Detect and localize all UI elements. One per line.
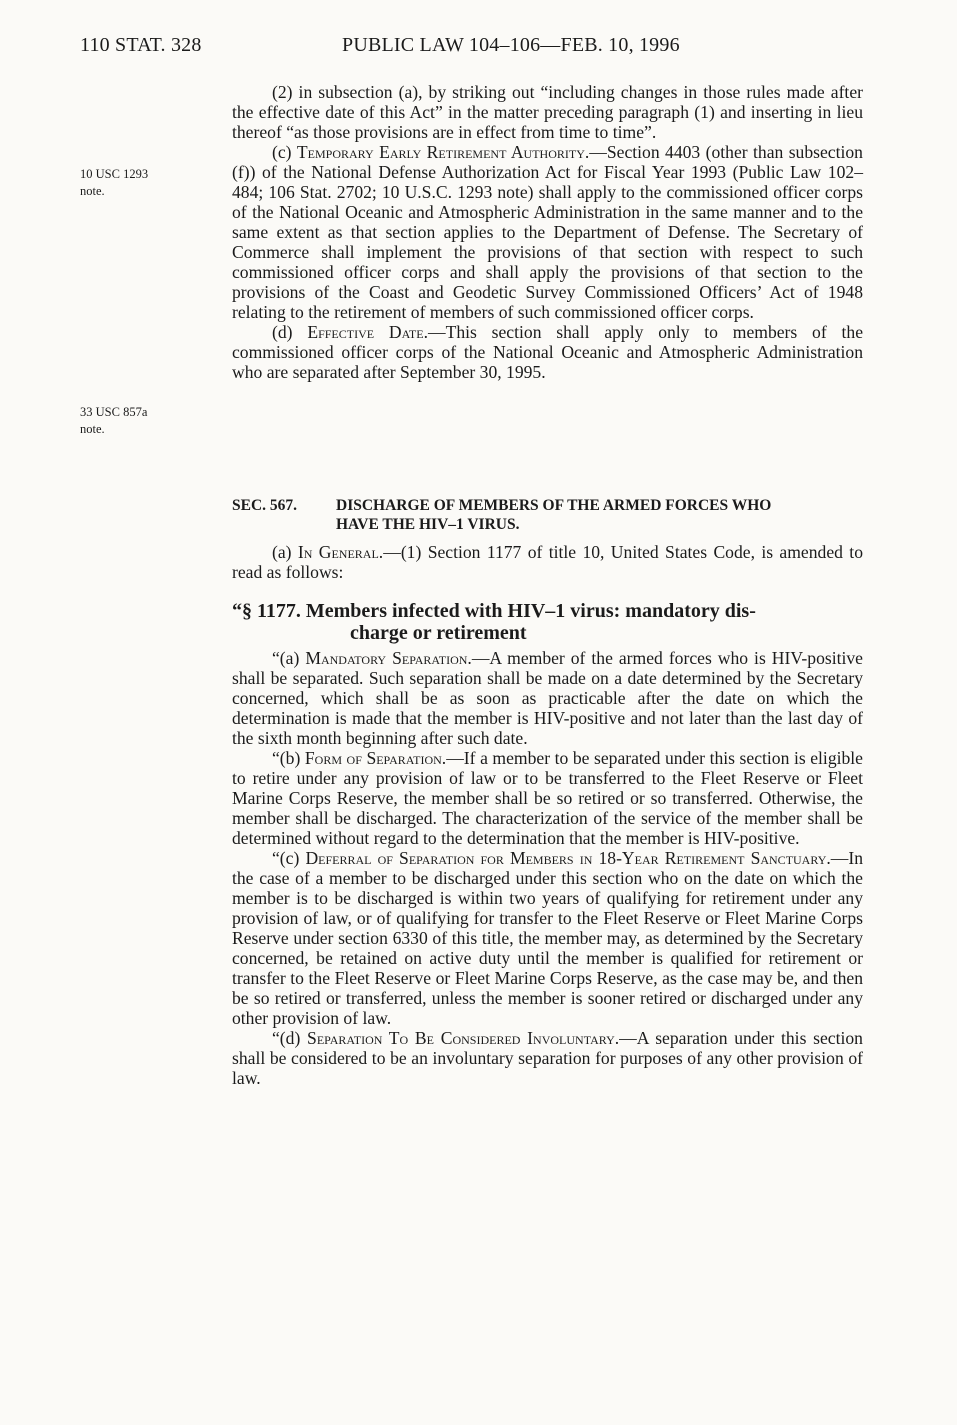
paragraph-567a: (a) In General.—(1) Section 1177 of title 10, United States Code, is amended to read as follows: [232,542,863,582]
paragraph-b2: (2) in subsection (a), by striking out “including changes in those rules made after the effective date of this Act” in the matter preceding paragraph (1) and inserting in lieu thereof “as those provisions are in effect from time to time”. [232,82,863,142]
subsection-d-heading: Separation To Be Considered Involuntary. [307,1028,620,1048]
paragraph-c: (c) Temporary Early Retirement Authority.—Section 4403 (other than subsection (f)) of the National Defense Authorization Act for Fiscal Year 1993 (Public Law 102–484; 106 Stat. 2702; 10 U.S.C. 1293 note) shall apply to the commissioned officer corps of the National Oceanic and Atmospheric Administration in the same manner and to the same extent as that section applies to the Department of Defense. The Secretary of Commerce shall implement the provisions of that section with respect to such commissioned officer corps and shall apply the provisions of that section to the provisions of the Coast and Geodetic Survey Commissioned Officers’ Act of 1948 relating to the retirement of members of such commissioned officer corps. [232,142,863,322]
section-title-line2: HAVE THE HIV–1 VIRUS. [336,516,520,533]
paragraph-d: (d) Effective Date.—This section shall apply only to members of the commissioned officer corps of the National Oceanic and Atmospheric Administration who are separated after September 30, 1995. [232,322,863,382]
body-567a [232,542,863,582]
running-title: PUBLIC LAW 104–106—FEB. 10, 1996 [342,34,680,56]
page-header [80,34,680,57]
subsection-c: “(c) Deferral of Separation for Members in 18-Year Retirement Sanctuary.—In the case of a member to be discharged under this section who on the date on which the member is to be discharged is within two years of qualifying for retirement under any provision of law, or of qualifying for transfer to the Fleet Reserve or Fleet Marine Corps Reserve under section 6330 of this title, the member may, as determined by the Secretary concerned, be retained on active duty until the member is qualified for retirement or transfer to the Fleet Reserve or Fleet Marine Corps Reserve, as the case may be, and then be so retired or transferred, unless the member is sooner retired or discharged under any other provision of law. [232,848,864,1028]
section-567-heading [232,496,863,534]
margin-note-33-usc-857a: 33 USC 857a note. [80,405,148,436]
body-top [232,82,863,382]
subsection-d: “(d) Separation To Be Considered Involuntary.—A separation under this section shall be considered to be an involuntary separation for purposes of any other provision of law. [232,1028,863,1088]
subsection-a-heading: Mandatory Separation. [305,648,472,668]
paragraph-d-heading: Effective Date. [307,322,428,342]
paragraph-567a-heading: In General. [297,542,384,562]
section-1177-line2: charge or retirement [350,622,527,644]
subsection-b: “(b) Form of Separation.—If a member to be separated under this section is eligible to retire under any provision of law or to be transferred to the Fleet Reserve or Fleet Marine Corps Reserve, the member shall be so retired or so transferred. Otherwise, the member shall be discharged. The characterization of the service of the member shall be determined without regard to the determination that the member is HIV-positive. [232,748,863,848]
section-number: SEC. 567. [232,497,298,514]
section-1177-line1: “§ 1177. Members infected with HIV–1 virus: mandatory dis- [232,600,756,622]
subsection-a: “(a) Mandatory Separation.—A member of the armed forces who is HIV-positive shall be separated. Such separation shall be made on a date determined by the Secretary concerned, which shall be as soon as practicable after the date on which the determination is made that the member is HIV-positive and not later than the last day of the sixth month beginning after such date. [232,648,863,748]
paragraph-c-heading: Temporary Early Retirement Authority. [296,142,590,162]
section-title-line1: DISCHARGE OF MEMBERS OF THE ARMED FORCES WHO [336,497,772,514]
stat-page-number: 110 STAT. 328 [80,34,202,56]
margin-note-10-usc-1293: 10 USC 1293 note. [80,167,149,198]
section-1177-heading [232,600,863,644]
subsection-c-heading: Deferral of Separation for Members in 18-Year Retirement Sanctuary. [305,848,831,868]
subsection-b-heading: Form of Separation. [304,748,447,768]
body-1177 [232,648,863,1088]
